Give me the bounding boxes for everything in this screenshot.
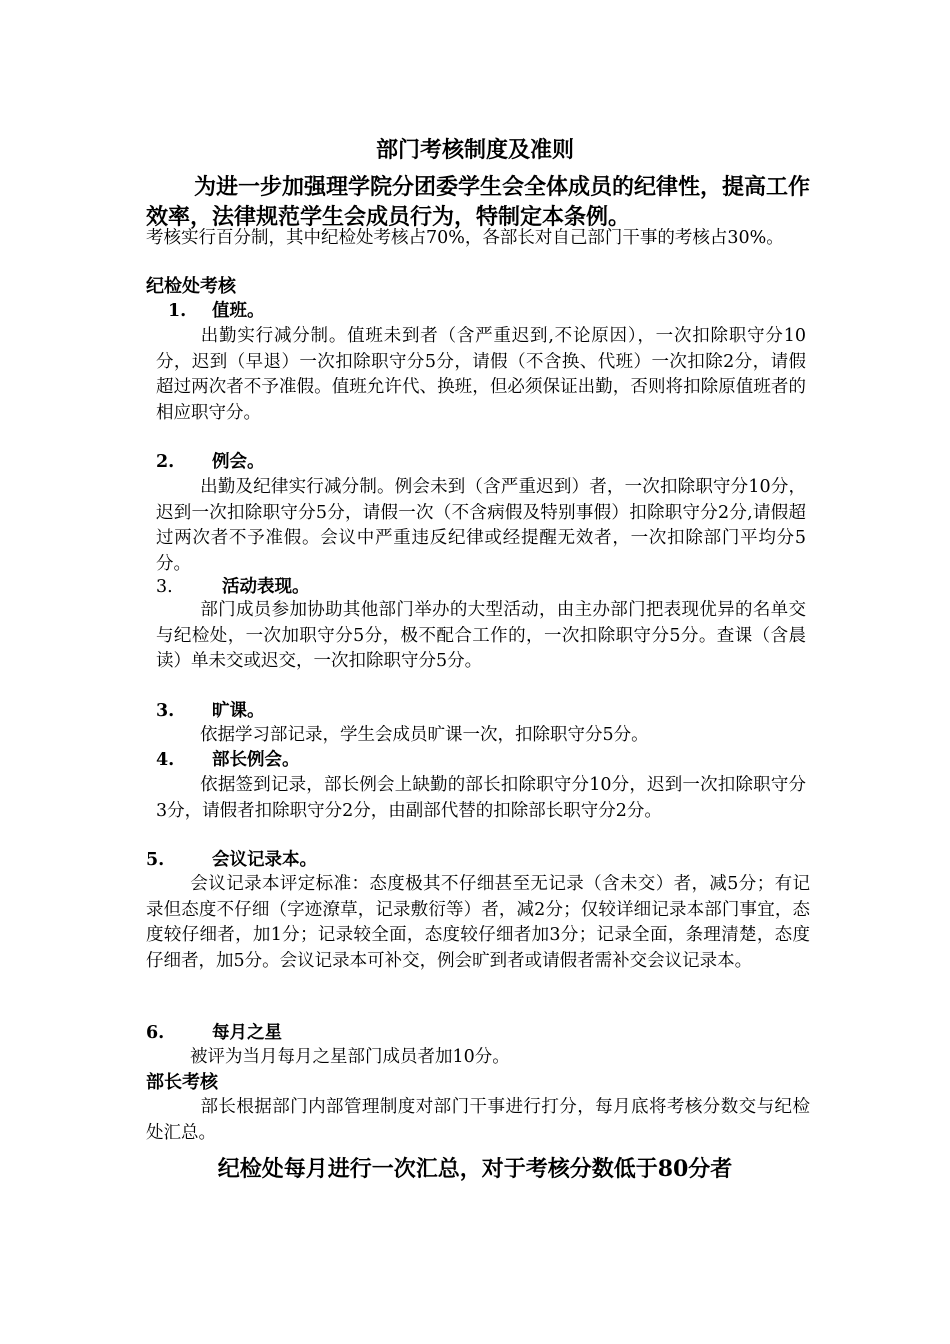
item-1-text [156, 324, 806, 426]
document-title: 部门考核制度及准则 [375, 137, 574, 163]
item-2-text [156, 475, 806, 577]
item-2-body: 出勤及纪律实行减分制。例会未到（含严重迟到）者，一次扣除职守分10分，迟到一次扣除职守分5分，请假一次（不含病假及特别事假）扣除职守分2分,请假超过两次者不予准假。会议中严重违反纪律或经提醒无效者，一次扣除部门平均分5分。 [156, 477, 807, 574]
item-6-body: 被评为当月每月之星部门成员者加10分。 [190, 1047, 510, 1067]
item-3b-body: 依据学习部记录，学生会成员旷课一次，扣除职守分5分。 [200, 725, 649, 745]
item-2-heading [156, 450, 265, 475]
item-1-heading [168, 299, 265, 324]
item-4-body: 依据签到记录，部长例会上缺勤的部长扣除职守分10分，迟到一次扣除职守分3分，请假者扣除职守分2分，由副部代替的扣除部长职守分2分。 [156, 775, 806, 821]
final-statement: 纪检处每月进行一次汇总，对于考核分数低于80分者 [217, 1156, 733, 1182]
item-2-number: 2. [156, 452, 175, 472]
section-title-minister: 部长考核 [146, 1072, 218, 1093]
item-3b-text [156, 723, 806, 749]
item-3b-title: 旷课。 [212, 701, 265, 721]
scoring-paragraph: 考核实行百分制，其中纪检处考核占70%，各部长对自己部门干事的考核占30%。 [146, 228, 784, 248]
intro-paragraph [146, 172, 810, 232]
item-3b-heading [156, 699, 265, 724]
item-6-heading [146, 1021, 282, 1046]
item-5-text [146, 872, 810, 974]
intro-text: 为进一步加强理学院分团委学生会全体成员的纪律性，提高工作效率，法律规范学生会成员行为，特制定本条例。 [146, 174, 811, 230]
section-title-discipline: 纪检处考核 [146, 276, 236, 297]
item-3b-number: 3. [156, 701, 175, 721]
item-3-body: 部门成员参加协助其他部门举办的大型活动，由主办部门把表现优异的名单交与纪检处，一次加职守分5分，极不配合工作的，一次扣除职守分5分。查课（含晨读）单未交或迟交，一次扣除职守分5分。 [156, 600, 806, 671]
item-1-body: 出勤实行减分制。值班未到者（含严重迟到,不论原因），一次扣除职守分10分，迟到（早退）一次扣除职守分5分，请假（不含换、代班）一次扣除2分，请假超过两次者不予准假。值班允许代、换班，但必须保证出勤，否则将扣除原值班者的相应职守分。 [156, 326, 806, 423]
item-4-number: 4. [156, 750, 175, 770]
item-5-title: 会议记录本。 [212, 850, 317, 870]
item-5-body: 会议记录本评定标准：态度极其不仔细甚至无记录（含未交）者，减5分；有记录但态度不仔细（字迹潦草，记录敷衍等）者，减2分；仅较详细记录本部门事宜，态度较仔细者，加1分；记录较全面，态度较仔细者加3分；记录全面，条理清楚，态度仔细者，加5分。会议记录本可补交，例会旷到者或请假者需补交会议记录本。 [146, 874, 810, 971]
item-4-heading [156, 748, 300, 773]
item-2-title: 例会。 [212, 452, 265, 472]
item-4-title: 部长例会。 [212, 750, 300, 770]
item-1-title: 值班。 [212, 301, 265, 321]
item-3-number: 3. [156, 577, 173, 597]
section2-text [146, 1095, 810, 1146]
item-5-number: 5. [146, 850, 165, 870]
section2-body: 部长根据部门内部管理制度对部门干事进行打分，每月底将考核分数交与纪检处汇总。 [146, 1097, 810, 1143]
item-3-text [156, 598, 806, 675]
item-6-title: 每月之星 [212, 1023, 282, 1043]
item-1-number: 1. [168, 301, 187, 321]
item-5-heading [146, 848, 317, 873]
item-4-text [156, 773, 806, 824]
item-3-title: 活动表现。 [222, 577, 310, 597]
item-6-number: 6. [146, 1023, 165, 1043]
item-3-heading [156, 575, 310, 600]
item-6-text [146, 1045, 810, 1071]
